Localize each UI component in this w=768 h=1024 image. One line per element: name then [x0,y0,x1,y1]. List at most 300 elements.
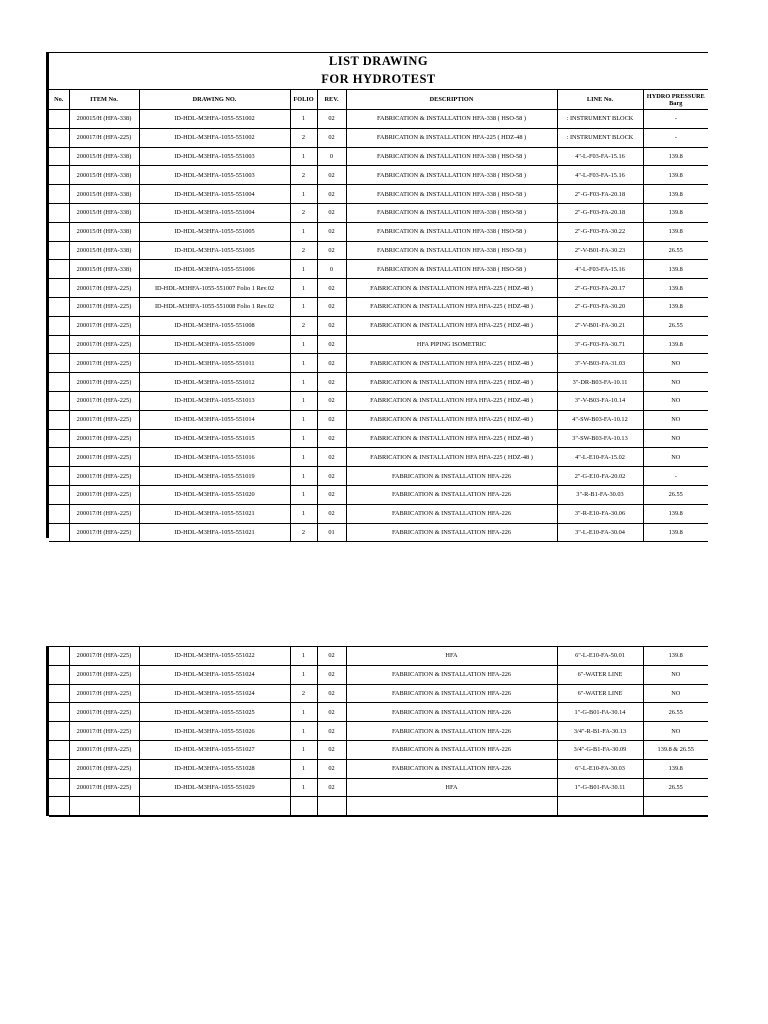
cell-description: FABRICATION & INSTALLATION HFA HFA-225 ( HDZ-48 ) [346,429,557,448]
cell-description: FABRICATION & INSTALLATION HFA-226 [346,684,557,703]
cell-hydro-pressure: 139.8 [643,759,708,778]
cell-description: FABRICATION & INSTALLATION HFA-338 ( HSO-58 ) [346,241,557,260]
table-row [49,410,708,429]
cell-drawing-no: ID-HDL-M3HFA-1055-551024 [139,684,290,703]
cell-drawing-no: ID-HDL-M3HFA-1055-551002 [139,128,290,147]
cell-item-no: 200017/H (HFA-225) [69,429,139,448]
cell-line-no: 4"-L-F03-FA-15.16 [557,166,643,185]
table-row [49,740,708,759]
cell-folio: 1 [290,335,317,354]
cell-item-no: 200017/H (HFA-225) [69,448,139,467]
cell-hydro-pressure: 139.8 & 26.55 [643,740,708,759]
cell-drawing-no: ID-HDL-M3HFA-1055-551024 [139,665,290,684]
cell-no [49,429,69,448]
table-row [49,703,708,722]
cell-no [49,316,69,335]
cell-description [346,797,557,816]
table-row [49,467,708,486]
cell-line-no: : INSTRUMENT BLOCK [557,128,643,147]
cell-drawing-no: ID-HDL-M3HFA-1055-551013 [139,391,290,410]
cell-item-no: 200017/H (HFA-225) [69,316,139,335]
cell-no [49,166,69,185]
cell-item-no: 200017/H (HFA-225) [69,467,139,486]
cell-folio: 1 [290,703,317,722]
table-row [49,185,708,204]
cell-no [49,797,69,816]
table-row [49,778,708,797]
cell-hydro-pressure: - [643,128,708,147]
cell-drawing-no: ID-HDL-M3HFA-1055-551025 [139,703,290,722]
cell-no [49,391,69,410]
cell-drawing-no: ID-HDL-M3HFA-1055-551009 [139,335,290,354]
cell-description: FABRICATION & INSTALLATION HFA-226 [346,722,557,741]
table-row [49,354,708,373]
cell-folio: 1 [290,429,317,448]
cell-description: FABRICATION & INSTALLATION HFA-226 [346,504,557,523]
cell-hydro-pressure: 139.8 [643,647,708,666]
cell-hydro-pressure: 139.8 [643,335,708,354]
cell-line-no: 2"-G-E10-FA-20.02 [557,467,643,486]
table-row [49,203,708,222]
cell-hydro-pressure: NO [643,391,708,410]
header-hydro-pressure: HYDRO PRESSURE Barg [643,90,708,110]
cell-description: FABRICATION & INSTALLATION HFA HFA-225 ( HDZ-48 ) [346,279,557,298]
cell-folio: 1 [290,260,317,279]
cell-drawing-no: ID-HDL-M3HFA-1055-551021 [139,504,290,523]
table-row [49,684,708,703]
cell-hydro-pressure: 139.8 [643,203,708,222]
cell-line-no: 2"-G-F03-FA-20.18 [557,185,643,204]
cell-folio: 1 [290,448,317,467]
cell-rev: 02 [317,373,346,392]
table-row [49,279,708,298]
table-row [49,722,708,741]
table-row [49,485,708,504]
cell-item-no: 200017/H (HFA-225) [69,684,139,703]
cell-description: FABRICATION & INSTALLATION HFA-338 ( HSO-58 ) [346,185,557,204]
cell-description: FABRICATION & INSTALLATION HFA-226 [346,703,557,722]
cell-drawing-no: ID-HDL-M3HFA-1055-551016 [139,448,290,467]
cell-no [49,703,69,722]
cell-folio: 1 [290,110,317,129]
cell-no [49,241,69,260]
cell-rev: 02 [317,684,346,703]
cell-line-no: : INSTRUMENT BLOCK [557,110,643,129]
cell-drawing-no: ID-HDL-M3HFA-1055-551026 [139,722,290,741]
table-row-empty [49,797,708,816]
cell-drawing-no: ID-HDL-M3HFA-1055-551004 [139,185,290,204]
cell-rev: 02 [317,722,346,741]
cell-folio: 1 [290,647,317,666]
cell-description: FABRICATION & INSTALLATION HFA HFA-225 ( HDZ-48 ) [346,410,557,429]
cell-folio: 1 [290,279,317,298]
cell-folio: 2 [290,684,317,703]
cell-rev: 02 [317,778,346,797]
cell-item-no: 200017/H (HFA-225) [69,647,139,666]
cell-rev: 02 [317,354,346,373]
cell-no [49,260,69,279]
cell-no [49,373,69,392]
cell-item-no: 200017/H (HFA-225) [69,354,139,373]
cell-description: FABRICATION & INSTALLATION HFA-226 [346,467,557,486]
table-row [49,665,708,684]
cell-rev: 02 [317,185,346,204]
cell-rev: 02 [317,222,346,241]
table-row [49,297,708,316]
table-row [49,110,708,129]
cell-item-no: 200017/H (HFA-225) [69,373,139,392]
cell-description: FABRICATION & INSTALLATION HFA HFA-225 ( HDZ-48 ) [346,316,557,335]
cell-folio: 1 [290,467,317,486]
cell-folio: 2 [290,128,317,147]
cell-item-no: 200015/H (HFA-338) [69,166,139,185]
cell-folio: 1 [290,740,317,759]
cell-folio: 2 [290,241,317,260]
cell-hydro-pressure: NO [643,410,708,429]
cell-line-no: 3"-R-E10-FA-30.06 [557,504,643,523]
cell-rev: 02 [317,241,346,260]
cell-line-no: 2"-V-B01-FA-30.23 [557,241,643,260]
cell-hydro-pressure: NO [643,722,708,741]
cell-drawing-no: ID-HDL-M3HFA-1055-551020 [139,485,290,504]
cell-drawing-no: ID-HDL-M3HFA-1055-551014 [139,410,290,429]
cell-no [49,203,69,222]
cell-drawing-no: ID-HDL-M3HFA-1055-551027 [139,740,290,759]
cell-rev: 02 [317,391,346,410]
cell-description: FABRICATION & INSTALLATION HFA-338 ( HSO-58 ) [346,166,557,185]
cell-line-no: 4"-L-F03-FA-15.16 [557,260,643,279]
table-row [49,128,708,147]
cell-line-no: 2"-V-B01-FA-30.21 [557,316,643,335]
cell-folio: 1 [290,222,317,241]
cell-item-no: 200017/H (HFA-225) [69,759,139,778]
title-line-2: FOR HYDROTEST [321,72,436,86]
cell-rev: 02 [317,759,346,778]
cell-drawing-no: ID-HDL-M3HFA-1055-551012 [139,373,290,392]
cell-drawing-no: ID-HDL-M3HFA-1055-551005 [139,241,290,260]
cell-description: FABRICATION & INSTALLATION HFA HFA-225 ( HDZ-48 ) [346,297,557,316]
cell-line-no: 6"-WATER LINE [557,684,643,703]
cell-folio: 1 [290,485,317,504]
title-line-1: LIST DRAWING [328,54,429,68]
cell-description: FABRICATION & INSTALLATION HFA-226 [346,485,557,504]
cell-line-no [557,797,643,816]
cell-no [49,647,69,666]
cell-hydro-pressure: 139.8 [643,523,708,542]
cell-rev: 02 [317,316,346,335]
cell-hydro-pressure: 139.8 [643,147,708,166]
table-row [49,260,708,279]
cell-description: HFA PIPING ISOMETRIC [346,335,557,354]
cell-rev: 02 [317,166,346,185]
cell-item-no: 200017/H (HFA-225) [69,778,139,797]
cell-drawing-no: ID-HDL-M3HFA-1055-551005 [139,222,290,241]
cell-line-no: 4"-SW-B03-FA-10.12 [557,410,643,429]
cell-line-no: 1"-G-B01-FA-30.11 [557,778,643,797]
cell-rev: 0 [317,260,346,279]
cell-hydro-pressure: NO [643,448,708,467]
cell-item-no: 200015/H (HFA-338) [69,203,139,222]
cell-folio: 1 [290,410,317,429]
cell-item-no: 200017/H (HFA-225) [69,722,139,741]
cell-rev: 02 [317,110,346,129]
cell-line-no: 2"-G-F03-FA-30.22 [557,222,643,241]
cell-item-no: 200017/H (HFA-225) [69,279,139,298]
cell-no [49,110,69,129]
header-rev: REV. [317,90,346,110]
cell-drawing-no: ID-HDL-M3HFA-1055-551028 [139,759,290,778]
cell-description: FABRICATION & INSTALLATION HFA-338 ( HSO-58 ) [346,110,557,129]
cell-drawing-no: ID-HDL-M3HFA-1055-551006 [139,260,290,279]
cell-hydro-pressure: 139.8 [643,222,708,241]
cell-no [49,279,69,298]
cell-hydro-pressure: 139.8 [643,185,708,204]
cell-no [49,467,69,486]
cell-drawing-no [139,797,290,816]
cell-description: FABRICATION & INSTALLATION HFA-226 [346,665,557,684]
cell-item-no: 200015/H (HFA-338) [69,147,139,166]
cell-folio [290,797,317,816]
cell-item-no: 200017/H (HFA-225) [69,485,139,504]
cell-rev: 02 [317,647,346,666]
cell-rev: 02 [317,665,346,684]
cell-rev: 02 [317,740,346,759]
header-no: No. [49,90,69,110]
cell-item-no: 200017/H (HFA-225) [69,665,139,684]
cell-folio: 2 [290,166,317,185]
cell-drawing-no: ID-HDL-M3HFA-1055-551029 [139,778,290,797]
header-item-no: ITEM No. [69,90,139,110]
cell-line-no: 3"-V-B03-FA-10.14 [557,391,643,410]
cell-line-no: 3/4"-G-B1-FA-30.09 [557,740,643,759]
table-row [49,222,708,241]
cell-item-no: 200017/H (HFA-225) [69,703,139,722]
cell-description: FABRICATION & INSTALLATION HFA HFA-225 ( HDZ-48 ) [346,448,557,467]
cell-drawing-no: ID-HDL-M3HFA-1055-551019 [139,467,290,486]
cell-description: FABRICATION & INSTALLATION HFA-338 ( HSO-58 ) [346,147,557,166]
cell-no [49,448,69,467]
cell-item-no [69,797,139,816]
cell-item-no: 200017/H (HFA-225) [69,297,139,316]
cell-folio: 1 [290,759,317,778]
cell-hydro-pressure: NO [643,684,708,703]
cell-hydro-pressure: NO [643,665,708,684]
cell-folio: 1 [290,391,317,410]
cell-item-no: 200015/H (HFA-338) [69,260,139,279]
cell-drawing-no: ID-HDL-M3HFA-1055-551007 Folio 1 Rev.02 [139,279,290,298]
table-row [49,391,708,410]
cell-hydro-pressure: NO [643,429,708,448]
cell-rev: 0 [317,147,346,166]
cell-drawing-no: ID-HDL-M3HFA-1055-551008 Folio 1 Rev.02 [139,297,290,316]
cell-hydro-pressure: 26.55 [643,316,708,335]
cell-no [49,354,69,373]
table-row [49,373,708,392]
document-title [49,52,708,88]
cell-no [49,759,69,778]
drawing-table-page-1 [49,89,708,542]
cell-drawing-no: ID-HDL-M3HFA-1055-551011 [139,354,290,373]
cell-description: FABRICATION & INSTALLATION HFA-338 ( HSO-58 ) [346,260,557,279]
cell-hydro-pressure: NO [643,373,708,392]
table-row [49,448,708,467]
cell-no [49,147,69,166]
cell-line-no: 3"-V-B03-FA-31.03 [557,354,643,373]
cell-folio: 1 [290,504,317,523]
cell-rev: 02 [317,448,346,467]
header-folio: FOLIO [290,90,317,110]
cell-rev: 02 [317,410,346,429]
cell-rev [317,797,346,816]
cell-no [49,222,69,241]
cell-description: FABRICATION & INSTALLATION HFA-338 ( HSO-58 ) [346,222,557,241]
cell-description: FABRICATION & INSTALLATION HFA HFA-225 ( HDZ-48 ) [346,373,557,392]
cell-hydro-pressure: NO [643,354,708,373]
cell-line-no: 3"-SW-B03-FA-10.13 [557,429,643,448]
cell-item-no: 200017/H (HFA-225) [69,391,139,410]
table-row [49,647,708,666]
cell-item-no: 200017/H (HFA-225) [69,740,139,759]
cell-description: FABRICATION & INSTALLATION HFA-226 [346,523,557,542]
cell-folio: 2 [290,203,317,222]
cell-item-no: 200015/H (HFA-338) [69,110,139,129]
cell-hydro-pressure: 26.55 [643,703,708,722]
cell-item-no: 200015/H (HFA-338) [69,185,139,204]
cell-hydro-pressure: 139.8 [643,260,708,279]
table-row [49,429,708,448]
cell-rev: 02 [317,335,346,354]
cell-line-no: 2"-G-F03-FA-20.18 [557,203,643,222]
cell-folio: 2 [290,316,317,335]
cell-line-no: 2"-G-F03-FA-30.20 [557,297,643,316]
cell-folio: 1 [290,373,317,392]
cell-hydro-pressure: 26.55 [643,778,708,797]
cell-hydro-pressure: 139.8 [643,166,708,185]
cell-no [49,523,69,542]
cell-no [49,410,69,429]
cell-hydro-pressure: 139.8 [643,279,708,298]
cell-hydro-pressure: 26.55 [643,241,708,260]
cell-rev: 02 [317,485,346,504]
cell-line-no: 2"-G-F03-FA-20.17 [557,279,643,298]
cell-line-no: 3"-R-B1-FA-30.03 [557,485,643,504]
cell-item-no: 200015/H (HFA-338) [69,222,139,241]
cell-folio: 1 [290,297,317,316]
cell-item-no: 200015/H (HFA-338) [69,241,139,260]
cell-hydro-pressure: - [643,110,708,129]
cell-item-no: 200017/H (HFA-225) [69,523,139,542]
table-row [49,504,708,523]
cell-description: HFA [346,647,557,666]
cell-rev: 02 [317,203,346,222]
cell-no [49,504,69,523]
cell-rev: 02 [317,128,346,147]
cell-line-no: 4"-L-F03-FA-15.16 [557,147,643,166]
cell-line-no: 1"-G-B01-FA-30.14 [557,703,643,722]
cell-item-no: 200017/H (HFA-225) [69,410,139,429]
cell-rev: 02 [317,429,346,448]
cell-line-no: 3"-G-F03-FA-30.71 [557,335,643,354]
table-header-row [49,90,708,110]
cell-no [49,485,69,504]
cell-no [49,128,69,147]
cell-folio: 1 [290,722,317,741]
header-description: DESCRIPTION [346,90,557,110]
table-row [49,241,708,260]
cell-no [49,778,69,797]
cell-line-no: 3/4"-R-B1-FA-30.13 [557,722,643,741]
cell-line-no: 4"-L-E10-FA-15.02 [557,448,643,467]
table-row [49,316,708,335]
cell-folio: 2 [290,523,317,542]
cell-line-no: 3"-DR-B03-FA-10.11 [557,373,643,392]
cell-item-no: 200017/H (HFA-225) [69,128,139,147]
table-row [49,147,708,166]
cell-line-no: 6"-WATER LINE [557,665,643,684]
cell-drawing-no: ID-HDL-M3HFA-1055-551021 [139,523,290,542]
cell-line-no: 6"-L-E10-FA-50.01 [557,647,643,666]
cell-rev: 02 [317,279,346,298]
cell-no [49,665,69,684]
cell-hydro-pressure: 139.8 [643,297,708,316]
cell-rev: 02 [317,297,346,316]
table-row [49,759,708,778]
cell-drawing-no: ID-HDL-M3HFA-1055-551004 [139,203,290,222]
cell-no [49,684,69,703]
cell-description: FABRICATION & INSTALLATION HFA-226 [346,740,557,759]
cell-folio: 1 [290,778,317,797]
cell-hydro-pressure: 26.55 [643,485,708,504]
cell-folio: 1 [290,354,317,373]
cell-no [49,740,69,759]
cell-line-no: 6"-L-E10-FA-30.03 [557,759,643,778]
cell-description: FABRICATION & INSTALLATION HFA-338 ( HSO-58 ) [346,203,557,222]
cell-hydro-pressure: - [643,467,708,486]
cell-drawing-no: ID-HDL-M3HFA-1055-551022 [139,647,290,666]
cell-line-no: 3"-L-E10-FA-30.04 [557,523,643,542]
header-drawing-no: DRAWING NO. [139,90,290,110]
cell-no [49,185,69,204]
table-row [49,166,708,185]
cell-description: FABRICATION & INSTALLATION HFA HFA-225 ( HDZ-48 ) [346,354,557,373]
cell-item-no: 200017/H (HFA-225) [69,504,139,523]
cell-rev: 02 [317,467,346,486]
cell-drawing-no: ID-HDL-M3HFA-1055-551015 [139,429,290,448]
cell-drawing-no: ID-HDL-M3HFA-1055-551002 [139,110,290,129]
cell-folio: 1 [290,665,317,684]
cell-hydro-pressure: 139.8 [643,504,708,523]
cell-rev: 02 [317,504,346,523]
table-row [49,523,708,542]
cell-description: HFA [346,778,557,797]
cell-description: FABRICATION & INSTALLATION HFA-226 [346,759,557,778]
cell-item-no: 200017/H (HFA-225) [69,335,139,354]
table-row [49,335,708,354]
cell-no [49,297,69,316]
cell-hydro-pressure [643,797,708,816]
cell-description: FABRICATION & INSTALLATION HFA-225 ( HDZ-48 ) [346,128,557,147]
cell-description: FABRICATION & INSTALLATION HFA HFA-225 ( HDZ-48 ) [346,391,557,410]
cell-drawing-no: ID-HDL-M3HFA-1055-551008 [139,316,290,335]
cell-no [49,722,69,741]
cell-rev: 01 [317,523,346,542]
drawing-table-page-2 [49,646,708,817]
cell-rev: 02 [317,703,346,722]
header-line-no: LINE No. [557,90,643,110]
cell-no [49,335,69,354]
cell-folio: 1 [290,185,317,204]
cell-drawing-no: ID-HDL-M3HFA-1055-551003 [139,166,290,185]
